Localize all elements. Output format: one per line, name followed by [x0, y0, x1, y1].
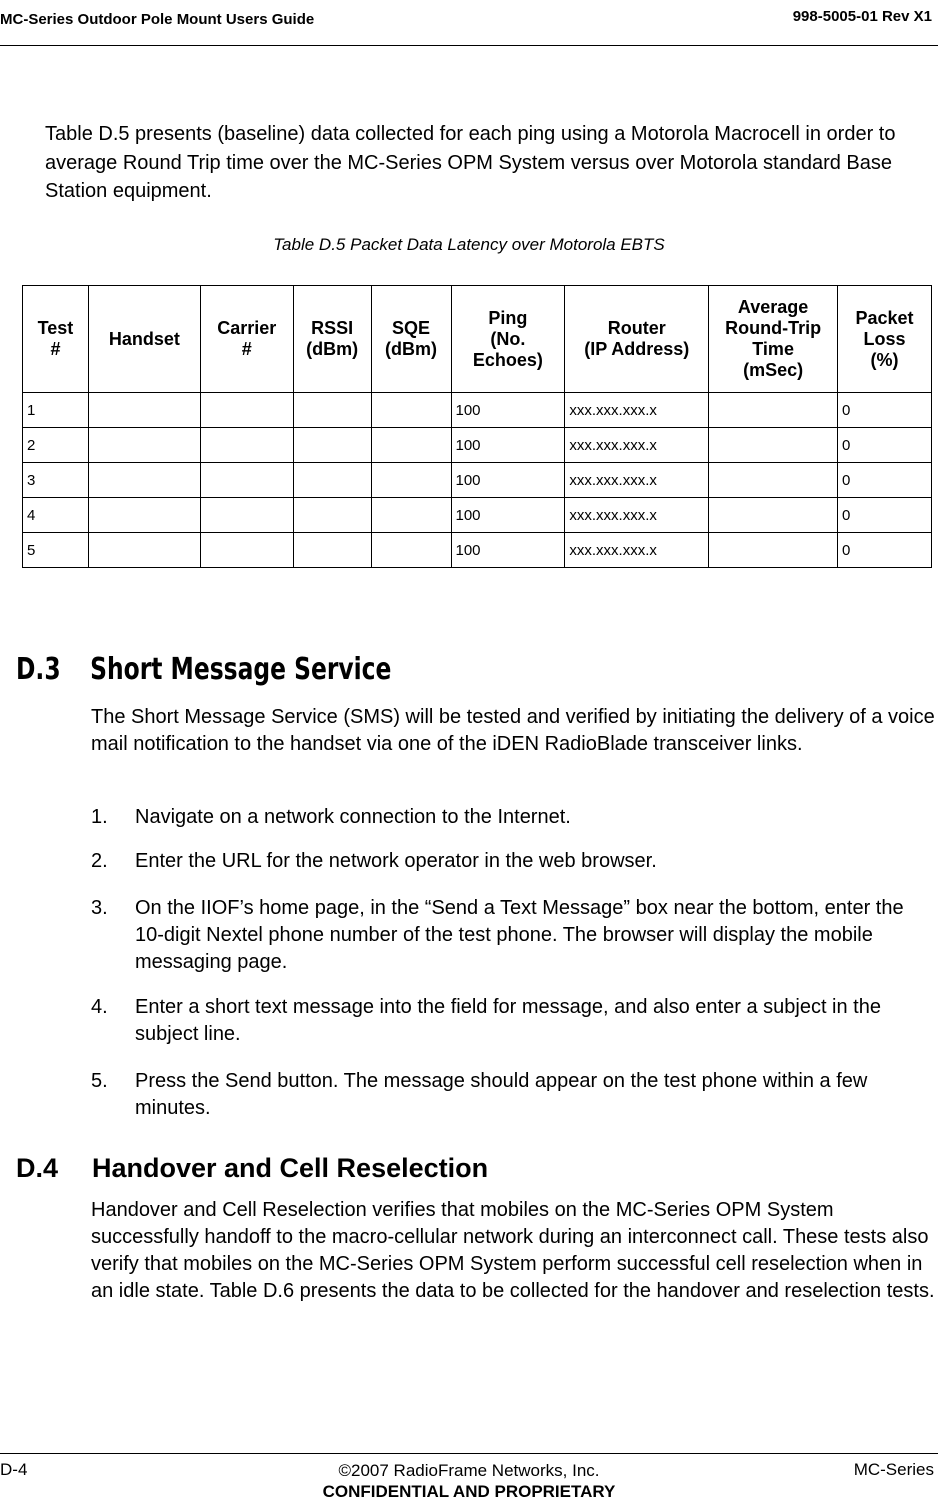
col-header: Average Round-Trip Time (mSec) [709, 286, 838, 393]
list-item [91, 1068, 937, 1122]
table-cell: 5 [23, 533, 89, 568]
section-number: D.3 [16, 652, 61, 687]
col-header: Packet Loss (%) [838, 286, 932, 393]
table-cell: 3 [23, 463, 89, 498]
table-cell: 1 [23, 393, 89, 428]
section-d4-body: Handover and Cell Reselection verifies that mobiles on the MC-Series OPM System successfully handoff to the macro-cellular network during an interconnect call. These tests also verify that mobiles on the MC-Series OPM System perform successful cell reselection when in an idle state. Table D.6 presents the data to be collected for the handover and reselection tests. [91, 1199, 935, 1302]
table-row [23, 463, 932, 498]
table-cell: xxx.xxx.xxx.x [565, 428, 709, 463]
table-cell [709, 393, 838, 428]
step-number: 1. [91, 806, 108, 828]
table-cell [709, 428, 838, 463]
table-cell [709, 463, 838, 498]
step-number: 3. [91, 897, 108, 919]
table-cell [709, 498, 838, 533]
table-cell: xxx.xxx.xxx.x [565, 533, 709, 568]
section-d4-heading [16, 1153, 488, 1184]
document-number: 998-5005-01 Rev X1 [792, 8, 932, 25]
table-cell: 0 [838, 463, 932, 498]
intro-paragraph: Table D.5 presents (baseline) data collected for each ping using a Motorola Macrocell in order to average Round Trip time over the MC-Series OPM System versus over Motorola standard Base Station equipment. [45, 123, 896, 202]
step-number: 5. [91, 1070, 108, 1092]
table-cell [200, 533, 293, 568]
step-text: On the IIOF’s home page, in the “Send a Text Message” box near the bottom, enter the 10-digit Nextel phone number of the test phone. The browser will display the mobile messaging page. [135, 897, 904, 973]
col-header: Handset [88, 286, 200, 393]
col-header: Carrier # [200, 286, 293, 393]
table-cell [371, 393, 451, 428]
table-cell: 4 [23, 498, 89, 533]
table-cell [293, 428, 371, 463]
table-row [23, 533, 932, 568]
col-header: SQE (dBm) [371, 286, 451, 393]
table-cell [293, 463, 371, 498]
table-cell [200, 463, 293, 498]
table-cell: 100 [451, 533, 565, 568]
list-item [91, 804, 937, 831]
section-title: Short Message Service [90, 652, 392, 687]
table-cell: 100 [451, 498, 565, 533]
table-cell [371, 498, 451, 533]
table-cell [709, 533, 838, 568]
table-cell [200, 498, 293, 533]
section-number: D.4 [16, 1153, 59, 1183]
table-cell [88, 533, 200, 568]
list-item [91, 895, 937, 976]
table-cell [88, 393, 200, 428]
table-cell: 2 [23, 428, 89, 463]
col-header: Router (IP Address) [565, 286, 709, 393]
section-d3-heading [16, 652, 391, 687]
table-row [23, 428, 932, 463]
table-cell: 100 [451, 428, 565, 463]
step-text: Enter a short text message into the field for message, and also enter a subject in the subject line. [135, 996, 881, 1045]
step-text: Press the Send button. The message should appear on the test phone within a few minutes. [135, 1070, 868, 1119]
table-cell: xxx.xxx.xxx.x [565, 498, 709, 533]
list-item [91, 848, 937, 875]
table-caption: Table D.5 Packet Data Latency over Motorola EBTS [273, 235, 665, 254]
footer-product: MC-Series [853, 1460, 934, 1479]
copyright-text: ©2007 RadioFrame Networks, Inc. [338, 1461, 600, 1480]
latency-table [22, 285, 932, 568]
table-cell: 0 [838, 428, 932, 463]
footer-copyright [0, 1460, 938, 1502]
running-header-title: MC-Series Outdoor Pole Mount Users Guide [0, 11, 315, 28]
table-cell [200, 428, 293, 463]
step-number: 2. [91, 850, 108, 872]
section-title: Handover and Cell Reselection [92, 1153, 489, 1183]
step-text: Navigate on a network connection to the Internet. [135, 806, 571, 828]
table-row [23, 393, 932, 428]
table-cell [293, 393, 371, 428]
table-cell: xxx.xxx.xxx.x [565, 463, 709, 498]
step-number: 4. [91, 996, 108, 1018]
col-header: Ping (No. Echoes) [451, 286, 565, 393]
table-cell [371, 533, 451, 568]
footer-rule [0, 1453, 938, 1454]
table-cell [88, 463, 200, 498]
table-header-row [23, 286, 932, 393]
col-header: Test # [23, 286, 89, 393]
page-number: D-4 [0, 1460, 28, 1479]
col-header: RSSI (dBm) [293, 286, 371, 393]
table-cell [293, 533, 371, 568]
list-item [91, 994, 937, 1048]
section-d3-body: The Short Message Service (SMS) will be tested and verified by initiating the delivery of a voice mail notification to the handset via one of the iDEN RadioBlade transceiver links. [91, 706, 935, 755]
table-cell: 0 [838, 498, 932, 533]
table-cell [293, 498, 371, 533]
table-cell [200, 393, 293, 428]
table-cell: 100 [451, 463, 565, 498]
table-cell: xxx.xxx.xxx.x [565, 393, 709, 428]
confidential-notice: CONFIDENTIAL AND PROPRIETARY [322, 1482, 616, 1501]
table-cell [88, 498, 200, 533]
header-rule [0, 45, 938, 46]
table-cell [371, 463, 451, 498]
table-row [23, 498, 932, 533]
table-cell: 0 [838, 533, 932, 568]
table-cell [371, 428, 451, 463]
table-cell: 0 [838, 393, 932, 428]
step-text: Enter the URL for the network operator in the web browser. [135, 850, 657, 872]
table-cell: 100 [451, 393, 565, 428]
table-cell [88, 428, 200, 463]
